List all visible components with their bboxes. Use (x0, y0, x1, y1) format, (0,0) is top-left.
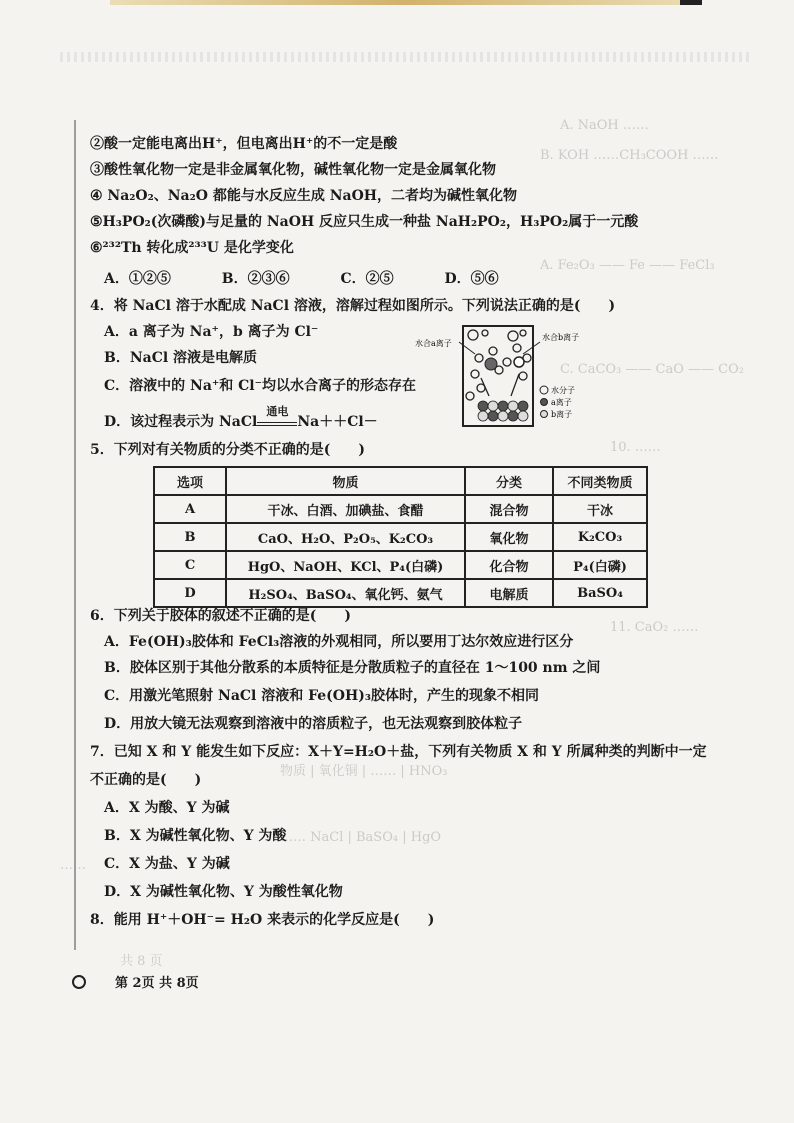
q3-option-d[interactable]: D．⑤⑥ (444, 271, 499, 287)
q4-option-d[interactable] (104, 405, 378, 432)
bleed-through-text: A. Fe₂O₃ —— Fe —— FeCl₃ (540, 258, 715, 273)
bleed-through-text: 共 8 页 (120, 954, 163, 969)
table-cell: 干冰、白酒、加碘盐、食醋 (226, 495, 465, 523)
scan-top-edge (110, 0, 700, 5)
bleed-through-text: A. NaOH …… (560, 118, 649, 133)
table-header-row (154, 467, 647, 495)
header-substance: 物质 (226, 467, 465, 495)
q6-stem: 6．下列关于胶体的叙述不正确的是( ) (90, 608, 351, 624)
bleed-through-text: 11. CaO₂ …… (610, 620, 699, 635)
q3-options (104, 268, 545, 288)
table-cell: HgO、NaOH、KCl、P₄(白磷) (226, 551, 465, 579)
scan-noise-strip (60, 52, 750, 62)
table-cell: CaO、H₂O、P₂O₅、K₂CO₃ (226, 523, 465, 551)
label-a-ion: a离子 (551, 398, 572, 407)
dissolution-diagram (415, 318, 600, 430)
statement-3: ③酸性氧化物一定是非金属氧化物，碱性氧化物一定是金属氧化物 (90, 162, 496, 178)
table-cell: 干冰 (553, 495, 647, 523)
q4-option-c[interactable]: C．溶液中的 Na⁺和 Cl⁻均以水合离子的形态存在 (104, 378, 416, 394)
bleed-through-text: …… NaCl | BaSO₄ | HgO (280, 830, 442, 845)
q6-option-b[interactable]: B．胶体区别于其他分散系的本质特征是分散质粒子的直径在 1～100 nm 之间 (104, 660, 601, 676)
table-cell: A (154, 495, 226, 523)
page-number: 第 2页 共 8页 (115, 976, 199, 991)
statement-5: ⑤H₃PO₂(次磷酸)与足量的 NaOH 反应只生成一种盐 NaH₂PO₂，H₃PO₂属于一元酸 (90, 214, 639, 230)
arrow-label: 通电 (266, 405, 289, 418)
scan-corner-mark (680, 0, 702, 5)
q4-stem: 4．将 NaCl 溶于水配成 NaCl 溶液，溶解过程如图所示。下列说法正确的是( ) (90, 298, 616, 314)
bleed-through-text: B. KOH ……CH₃COOH …… (540, 148, 719, 163)
label-water: 水分子 (551, 386, 575, 395)
table-row (154, 523, 647, 551)
bleed-through-text: …… (60, 858, 86, 873)
q5-stem: 5．下列对有关物质的分类不正确的是( ) (90, 442, 365, 458)
table-cell: 氧化物 (465, 523, 553, 551)
q4-option-d-left: D．该过程表示为 NaCl (104, 414, 258, 430)
label-b-ion: b离子 (551, 410, 573, 419)
table-cell: P₄(白磷) (553, 551, 647, 579)
q7-option-b[interactable]: B．X 为碱性氧化物、Y 为酸 (104, 828, 287, 844)
q4-option-b[interactable]: B．NaCl 溶液是电解质 (104, 350, 258, 366)
q7-option-c[interactable]: C．X 为盐、Y 为碱 (104, 856, 230, 872)
header-odd-one: 不同类物质 (553, 467, 647, 495)
q4-option-d-right: Na＋＋Cl－ (297, 414, 378, 430)
q7-stem: 7．已知 X 和 Y 能发生如下反应：X＋Y=H₂O＋盐，下列有关物质 X 和 Y 所属种类的判断中一定 (90, 744, 707, 760)
table-cell: 电解质 (465, 579, 553, 607)
punch-hole (72, 975, 86, 989)
q4-option-a[interactable]: A．a 离子为 Na⁺，b 离子为 Cl⁻ (104, 324, 319, 340)
q7-stem-cont: 不正确的是( ) (90, 772, 202, 788)
q3-option-c[interactable]: C．②⑤ (340, 271, 394, 287)
electrolysis-arrow (257, 405, 297, 426)
statement-6: ⑥²³²Th 转化成²³³U 是化学变化 (90, 240, 294, 256)
bleed-through-text: 物质 | 氧化铜 | …… | HNO₃ (280, 764, 448, 779)
q7-option-d[interactable]: D．X 为碱性氧化物、Y 为酸性氧化物 (104, 884, 343, 900)
q8-stem: 8．能用 H⁺＋OH⁻= H₂O 来表示的化学反应是( ) (90, 912, 435, 928)
table-cell: B (154, 523, 226, 551)
table-cell: D (154, 579, 226, 607)
statement-4: ④ Na₂O₂、Na₂O 都能与水反应生成 NaOH，二者均为碱性氧化物 (90, 188, 517, 204)
classification-table (153, 466, 648, 608)
header-category: 分类 (465, 467, 553, 495)
q3-option-b[interactable]: B．②③⑥ (221, 271, 290, 287)
q6-option-d[interactable]: D．用放大镜无法观察到溶液中的溶质粒子，也无法观察到胶体粒子 (104, 716, 523, 732)
table-cell: C (154, 551, 226, 579)
q7-option-a[interactable]: A．X 为酸、Y 为碱 (104, 800, 230, 816)
label-hydrated-b: 水合b离子 (542, 333, 580, 342)
table-row (154, 551, 647, 579)
table-cell: BaSO₄ (553, 579, 647, 607)
q6-option-a[interactable]: A．Fe(OH)₃胶体和 FeCl₃溶液的外观相同，所以要用丁达尔效应进行区分 (104, 634, 574, 650)
table-row (154, 579, 647, 607)
statement-2: ②酸一定能电离出H⁺，但电离出H⁺的不一定是酸 (90, 136, 398, 152)
q6-option-c[interactable]: C．用激光笔照射 NaCl 溶液和 Fe(OH)₃胶体时，产生的现象不相同 (104, 688, 539, 704)
table-cell: K₂CO₃ (553, 523, 647, 551)
table-row (154, 495, 647, 523)
binding-margin-line (74, 120, 76, 950)
q3-option-a[interactable]: A．①②⑤ (104, 271, 171, 287)
bleed-through-text: 10. …… (610, 440, 661, 455)
header-option: 选项 (154, 467, 226, 495)
label-hydrated-a: 水合a离子 (415, 339, 452, 348)
table-cell: 化合物 (465, 551, 553, 579)
table-cell: 混合物 (465, 495, 553, 523)
table-cell: H₂SO₄、BaSO₄、氧化钙、氨气 (226, 579, 465, 607)
bleed-through-text: C. CaCO₃ —— CaO —— CO₂ (560, 362, 744, 377)
